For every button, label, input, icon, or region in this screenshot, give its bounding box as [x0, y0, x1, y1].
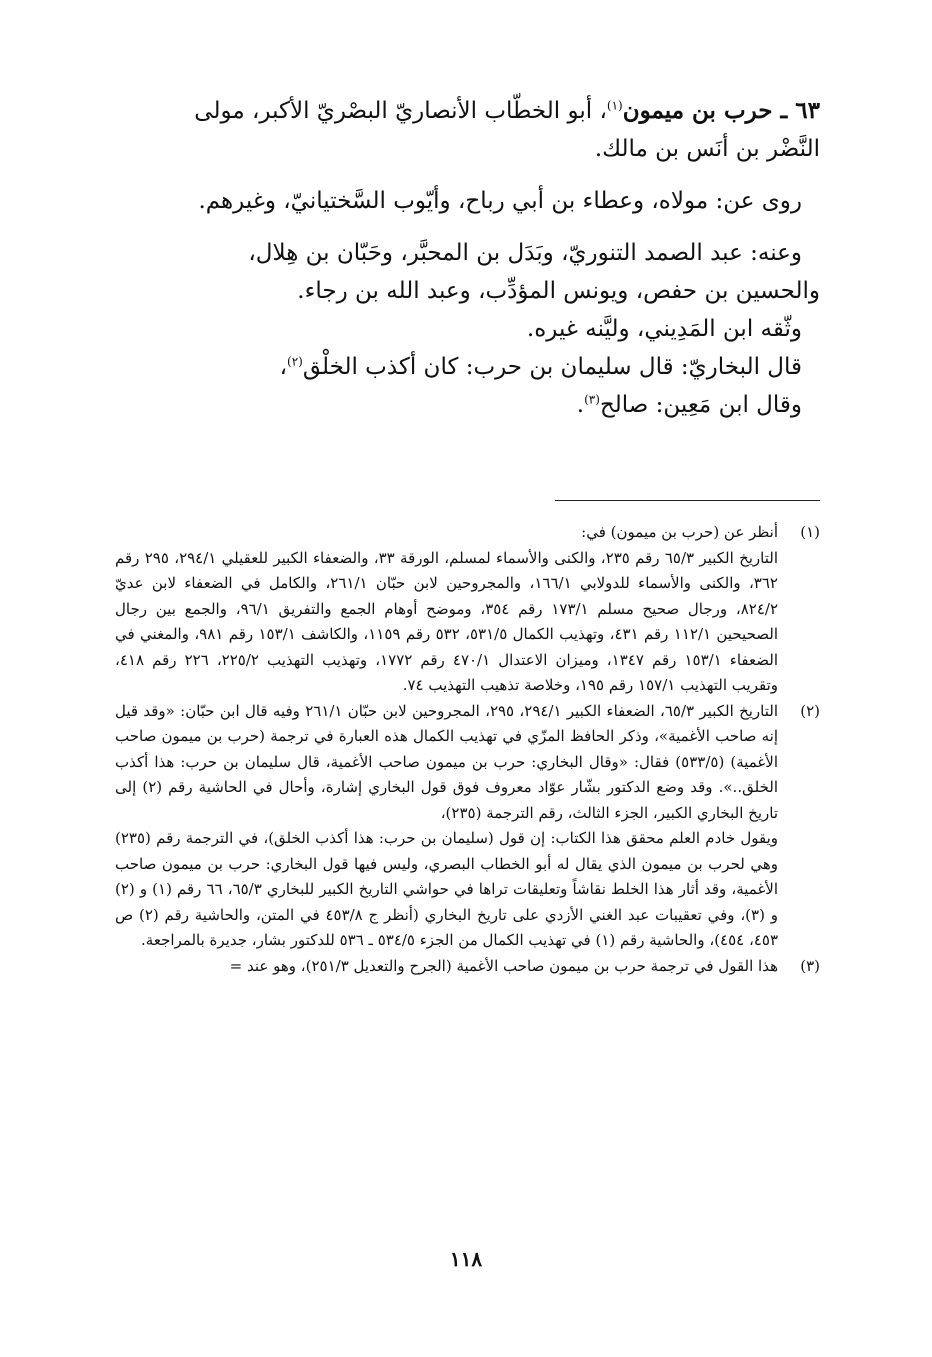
- footnote-1: [115, 520, 820, 699]
- footnote-number: (٢): [800, 701, 820, 720]
- ibn-main-tail: .: [576, 392, 585, 418]
- footnotes: [115, 520, 820, 979]
- ibn-main-text: وقال ابن مَعِين: صالح: [599, 392, 802, 418]
- bukhari-tail: ،: [279, 354, 287, 380]
- entry-heading: [115, 92, 820, 168]
- biography-entry: [115, 92, 820, 424]
- footnote-paragraph: التاريخ الكبير ٦٥/٣، الضعفاء الكبير ٢٩٤/١، ٢٩٥، المجروحين لابن حبّان ٢٦١/١ وفيه قال ابن حبّان: «وقد قيل إنه صاحب الأغمية»، وذكر الحافظ المزّي في تهذيب الكمال هذه العبارة في ترجمة (حرب بن ميمون صاحب الأغمية) (٥٣٣/٥) فقال: «وقال البخاري: حرب بن ميمون صاحب الأغمية، قال سليمان بن حرب: هذا أكذب الخلق..». وقد وضع الدكتور بشّار عوّاد معروف فوق قول البخاري إشارة، وأحال في الحاشية رقم (٢) إلى تاريخ البخاري الكبير، الجزء الثالث، رقم الترجمة (٢٣٥)،: [115, 701, 778, 822]
- footnote-paragraph: هذا القول في ترجمة حرب بن ميمون صاحب الأغمية (الجرح والتعديل ٢٥١/٣)، وهو عند =: [229, 956, 778, 975]
- entry-description-line2: النَّضْر بن أنَس بن مالك.: [594, 136, 820, 162]
- footnote-paragraph: ويقول خادم العلم محقق هذا الكتاب: إن قول (سليمان بن حرب: هذا أكذب الخلق)، في الترجمة رقم (٢٣٥) وهي لحرب بن ميمون الذي يقال له أبو الخطاب البصري، وليس فيها قول البخاري: حرب بن ميمون صاحب الأغمية، وقد أثار هذا الخلط نقاشاً وتعليقات تراها في حواشي التاريخ الكبير للبخاري ٦٥/٣، ٦٦ رقم (١) و (٢) و (٣)، وفي تعقيبات عبد الغني الأزدي على تاريخ البخاري (أنظر ج ٤٥٣/٨ في المتن، والحاشية رقم (٢) ص ٤٥٣، ٤٥٤)، والحاشية رقم (١) في تهذيب الكمال من الجزء ٥٣٤/٥ ـ ٥٣٦ للدكتور بشار، جديرة بالمراجعة.: [115, 829, 779, 949]
- bukhari-statement: [115, 348, 820, 386]
- bukhari-text: قال البخاريّ: قال سليمان بن حرب: كان أكذب الخلْق: [302, 354, 802, 380]
- footnote-3: [115, 954, 820, 980]
- footnote-separator: [555, 500, 820, 501]
- narrated-by-line2: والحسين بن حفص، ويونس المؤدِّب، وعبد الله بن رجاء.: [297, 278, 820, 304]
- entry-number-and-name: ٦٣ ـ حرب بن ميمون: [622, 97, 820, 124]
- footnote-ref-1[interactable]: (١): [606, 98, 623, 113]
- footnote-paragraph: أنظر عن (حرب بن ميمون) في:: [581, 523, 778, 541]
- footnote-paragraph: التاريخ الكبير ٦٥/٣ رقم ٢٣٥، والكنى والأسماء لمسلم، الورقة ٣٣، والضعفاء الكبير للعقيلي ٢٩٤/١، ٢٩٥ رقم ٣٦٢، والكنى والأسماء للدولابي ١٦٦/١، والمجروحين لابن حبّان ٢٦١/١، والكامل في الضعفاء لابن عديّ ٨٢٤/٢، ورجال صحيح مسلم ١٧٣/١ رقم ٣٥٤، وموضح أوهام الجمع والتفريق ٩٦/١، والجمع بين رجال الصحيحين ١١٢/١ رقم ٤٣١، وتهذيب الكمال ٥٣١/٥، ٥٣٢ رقم ١١٥٩، والكاشف ١٥٣/١ رقم ٩٨١، والمغني في الضعفاء ١٥٣/١ رقم ١٣٤٧، وميزان الاعتدال ٤٧٠/١ رقم ١٧٧٢، وتهذيب التهذيب ٢٢٥/٢، ٢٢٦ رقم ٤١٨، وتقريب التهذيب ١٥٧/١ رقم ١٩٥، وخلاصة تذهيب التهذيب ٧٤.: [115, 548, 779, 694]
- narrated-from: روى عن: مولاه، وعطاء بن أبي رباح، وأيّوب السَّختيانيّ، وغيرهم.: [198, 188, 802, 214]
- page-number: ١١٨: [449, 1247, 483, 1271]
- entry-description-line1: ، أبو الخطّاب الأنصاريّ البصْريّ الأكبر، مولى: [194, 98, 607, 124]
- grading-statement: وثّقه ابن المَدِيني، وليَّنه غيره.: [526, 316, 802, 342]
- ibn-main-statement: [115, 386, 820, 424]
- footnote-number: (١): [800, 523, 820, 541]
- narrated-by-line1: وعنه: عبد الصمد التنوريّ، وبَدَل بن المحبَّر، وحَبّان بن هِلال،: [248, 240, 802, 266]
- footnote-number: (٣): [800, 956, 820, 975]
- footnote-2: [115, 699, 820, 954]
- footnote-ref-3[interactable]: (٣): [584, 392, 600, 407]
- footnote-ref-2[interactable]: (٢): [287, 354, 303, 369]
